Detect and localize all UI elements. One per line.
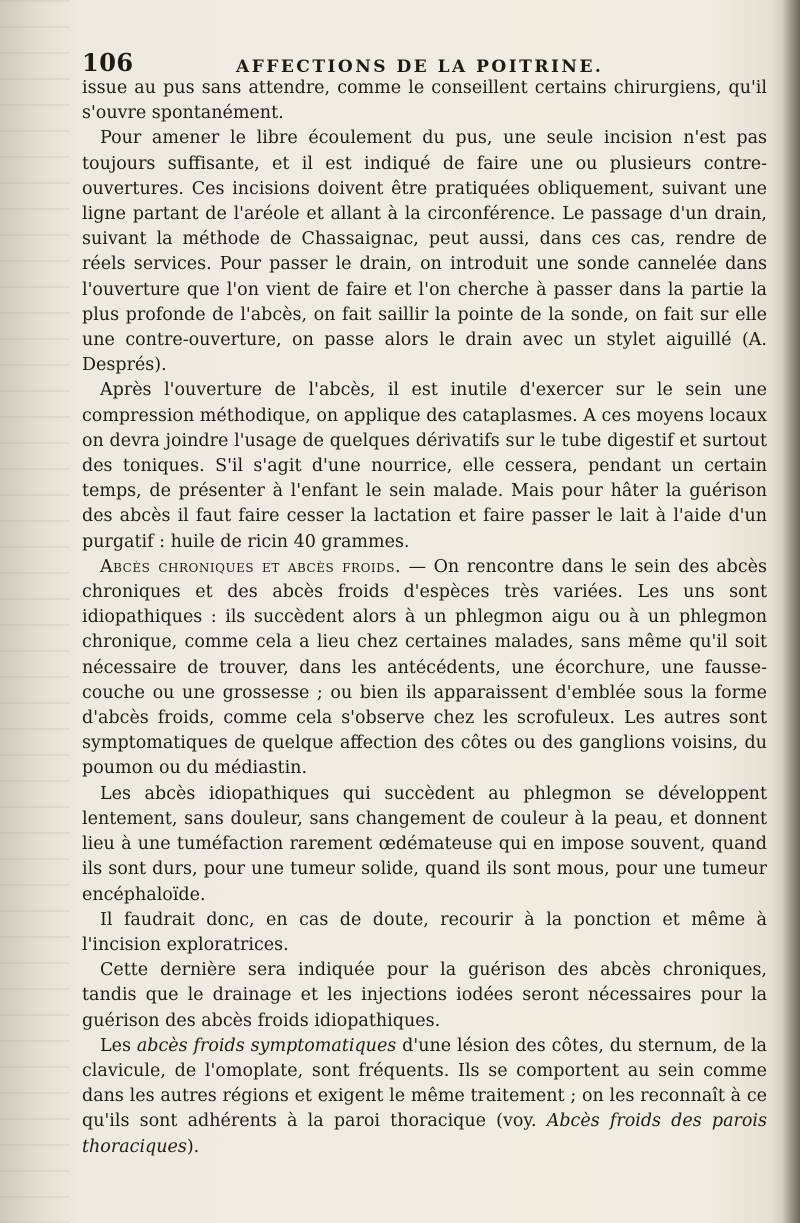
paragraph-4-body: — On rencontre dans le sein des abcès chroniques et des abcès froids d'espèces très variées. Les uns sont idiopathiques : ils succèdent alors à un phlegmon aigu ou à un phlegmon chronique, comme cela a lieu chez certaines malades, sans même qu'il soit nécessaire de trouver, dans les antécédents, une écorchure, une fausse-couche ou une grossesse ; ou bien ils apparaissent d'emblée sous la forme d'abcès froids, comme cela s'observe chez les scrofuleux. Les autres sont symptomatiques de quelque affection des côtes ou des ganglions voisins, du poumon ou du médiastin. <box>82 556 767 779</box>
paragraph-6: Il faudrait donc, en cas de doute, recourir à la ponction et même à l'incision exploratrices. <box>82 909 767 955</box>
paragraph-8-lead: Les <box>100 1035 137 1056</box>
paragraph-8 <box>82 1034 767 1160</box>
paragraph-3: Après l'ouverture de l'abcès, il est inutile d'exercer sur le sein une compression méthodique, on applique des cataplasmes. A ces moyens locaux on devra joindre l'usage de quelques dérivatifs sur le tube digestif et surtout des toniques. S'il s'agit d'une nourrice, elle cessera, pendant un certain temps, de présenter à l'enfant le sein malade. Mais pour hâter la guérison des abcès il faut faire cesser la lactation et faire passer le lait à l'aide d'un purgatif : huile de ricin 40 grammes. <box>82 380 767 552</box>
paragraph-8-tail: ). <box>186 1136 200 1157</box>
facing-page-bleed <box>0 0 70 1223</box>
italic-term: abcès froids symptomatiques <box>136 1035 397 1056</box>
section-heading: Abcès chroniques et abcès froids. <box>100 556 402 577</box>
page-edge-shadow <box>782 0 800 1223</box>
paragraph-1: issue au pus sans attendre, comme le conseillent certains chirurgiens, qu'il s'ouvre spontanément. <box>82 78 767 124</box>
paragraph-4 <box>82 555 767 782</box>
body-text <box>82 76 767 1160</box>
paragraph-5: Les abcès idiopathiques qui succèdent au phlegmon se développent lentement, sans douleur, sans changement de couleur à la peau, et donnent lieu à une tuméfaction rarement œdémateuse qui en impose souvent, quand ils sont durs, pour une tumeur solide, quand ils sont mous, pour une tumeur encéphaloïde. <box>82 783 767 905</box>
running-head: AFFECTIONS DE LA POITRINE. <box>236 57 604 77</box>
paragraph-2: Pour amener le libre écoulement du pus, une seule incision n'est pas toujours suffisante, et il est indiqué de faire une ou plusieurs contre-ouvertures. Ces incisions doivent être pratiquées obliquement, suivant une ligne partant de l'aréole et allant à la circonférence. Le passage d'un drain, suivant la méthode de Chassaignac, peut aussi, dans ces cas, rendre de réels services. Pour passer le drain, on introduit une sonde cannelée dans l'ouverture que l'on vient de faire et l'on cherche à passer dans la partie la plus profonde de l'abcès, on fait saillir la pointe de la sonde, on fait sur elle une contre-ouverture, on passe alors le drain avec un stylet aiguillé (A. Després). <box>82 128 767 376</box>
paragraph-8-body: d'une lésion des côtes, du sternum, de la clavicule, de l'omoplate, sont fréquents. Ils se comportent au sein comme dans les autres régions et exigent le même traitement ; on les reconnaît à ce qu'ils sont adhérents à la paroi thoracique (voy. <box>82 1035 767 1132</box>
page-number: 106 <box>82 48 134 77</box>
paragraph-7: Cette dernière sera indiquée pour la guérison des abcès chroniques, tandis que le drainage et les injections iodées seront nécessaires pour la guérison des abcès froids idiopathiques. <box>82 960 767 1031</box>
cross-reference: Abcès froids des parois thoraciques <box>82 1111 768 1157</box>
